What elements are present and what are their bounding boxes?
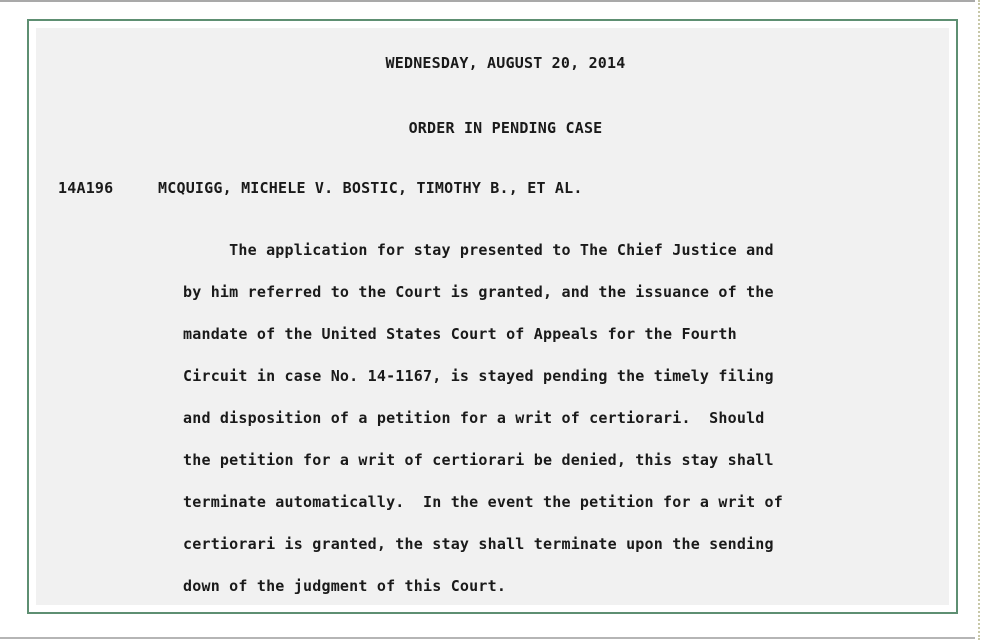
order-document [36, 28, 949, 605]
order-text-line: terminate automatically. In the event the petition for a writ of [183, 493, 783, 511]
order-text-line: by him referred to the Court is granted, and the issuance of the [183, 283, 774, 301]
top-border [0, 0, 975, 2]
order-title: ORDER IN PENDING CASE [408, 119, 603, 137]
order-text-line: The application for stay presented to The Chief Justice and [183, 241, 774, 259]
case-caption: MCQUIGG, MICHELE V. BOSTIC, TIMOTHY B., ET AL. [158, 179, 583, 197]
order-text-line: Circuit in case No. 14-1167, is stayed pending the timely filing [183, 367, 774, 385]
docket-number: 14A196 [58, 179, 114, 197]
right-dotted-divider [978, 0, 980, 640]
order-text-line: and disposition of a petition for a writ of certiorari. Should [183, 409, 765, 427]
order-text-line: the petition for a writ of certiorari be denied, this stay shall [183, 451, 774, 469]
bottom-border [0, 637, 975, 639]
order-text-line: certiorari is granted, the stay shall terminate upon the sending [183, 535, 774, 553]
order-text-line: down of the judgment of this Court. [183, 577, 507, 595]
order-date: WEDNESDAY, AUGUST 20, 2014 [385, 54, 626, 72]
order-text-line: mandate of the United States Court of Appeals for the Fourth [183, 325, 737, 343]
document-frame [27, 19, 958, 614]
